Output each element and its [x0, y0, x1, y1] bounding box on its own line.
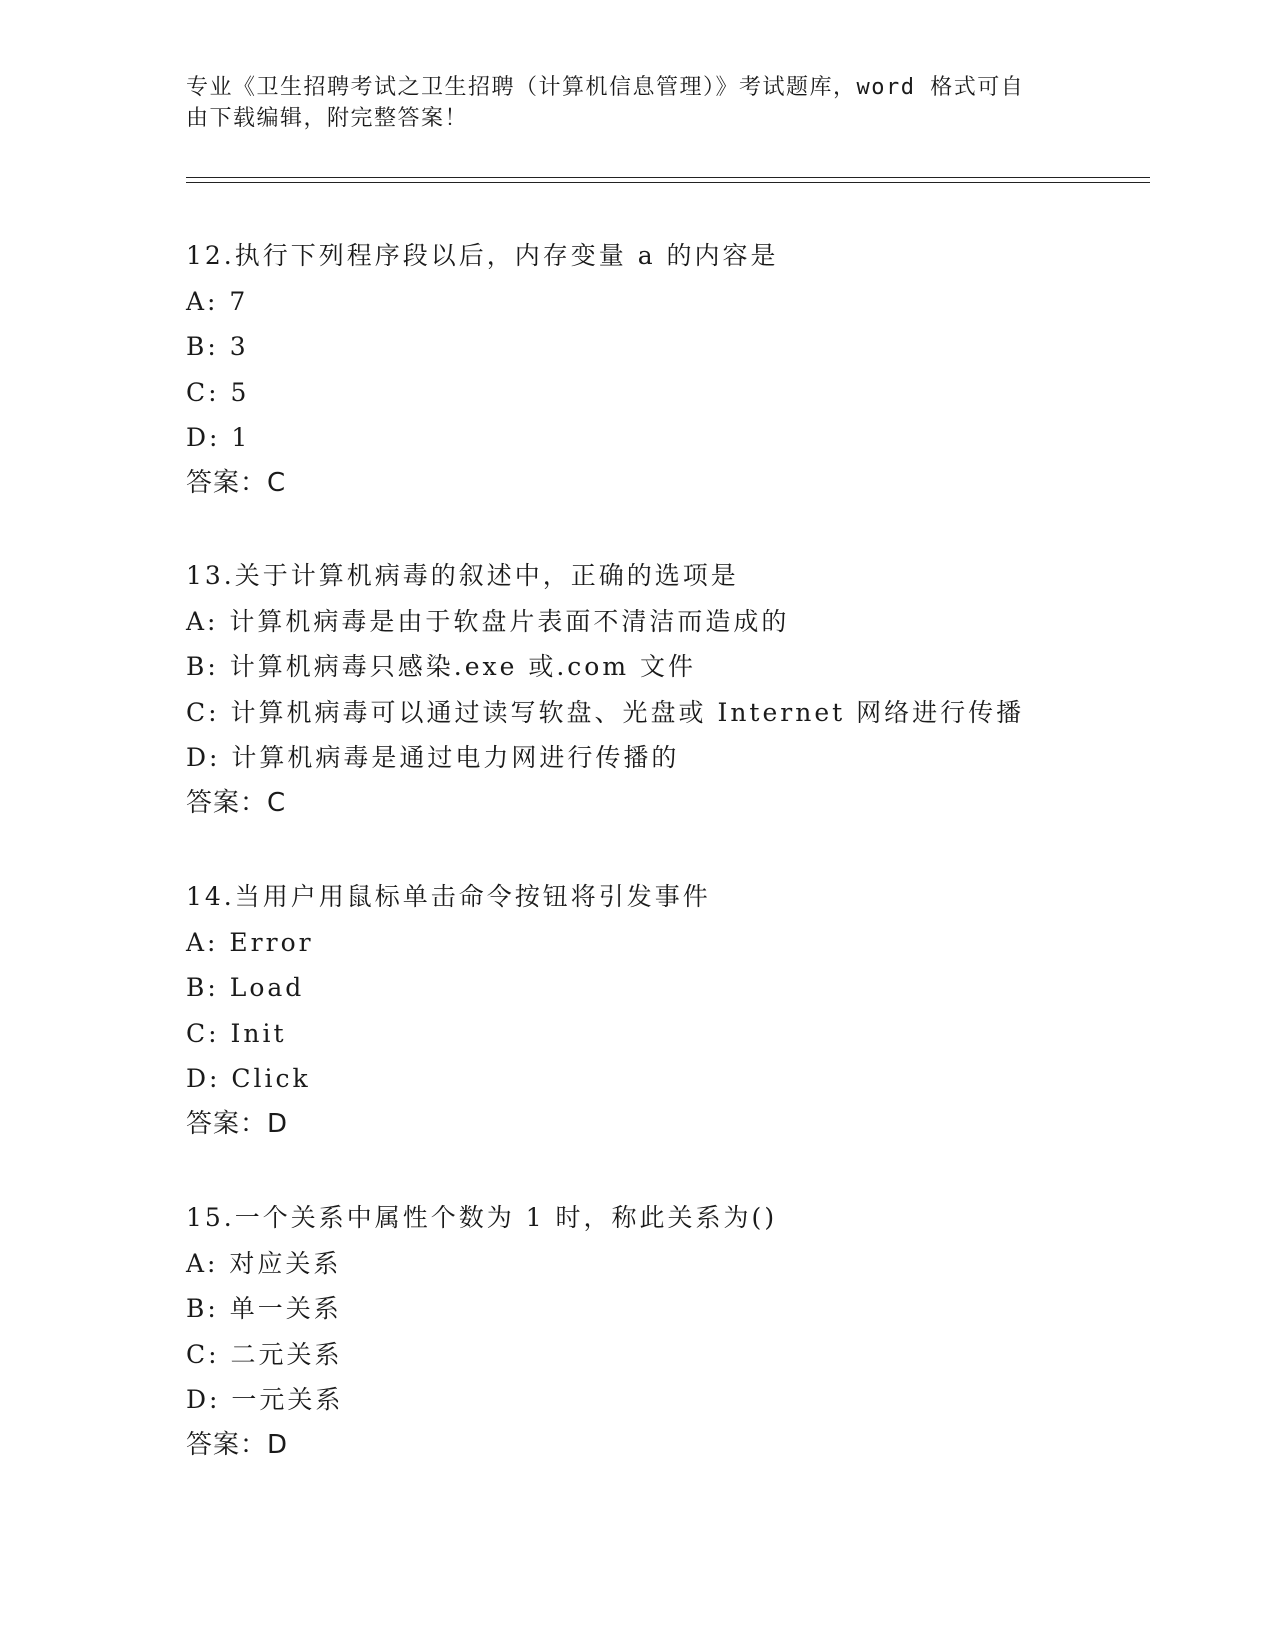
answer-key: 答案：C	[186, 467, 287, 498]
header-divider-bottom	[186, 182, 1150, 183]
question-stem: 15.一个关系中属性个数为 1 时，称此关系为()	[186, 1203, 778, 1232]
option-c: C: 5	[186, 377, 250, 407]
answer-key: 答案：D	[186, 1429, 289, 1460]
header-divider-top	[186, 177, 1150, 178]
header-line-1: 专业《卫生招聘考试之卫生招聘（计算机信息管理）》考试题库，word 格式可自	[186, 75, 1025, 100]
question-stem: 13.关于计算机病毒的叙述中，正确的选项是	[186, 561, 739, 590]
option-b: B: Load	[186, 973, 305, 1003]
option-c: C: 计算机病毒可以通过读写软盘、光盘或 Internet 网络进行传播	[186, 697, 1025, 727]
answer-key: 答案：C	[186, 787, 287, 818]
question-15	[186, 1195, 1186, 1468]
option-a: A: Error	[186, 927, 314, 957]
header-line-2: 由下载编辑，附完整答案！	[186, 106, 469, 131]
option-c: C: 二元关系	[186, 1339, 343, 1369]
option-b: B: 单一关系	[186, 1294, 342, 1324]
question-stem: 12.执行下列程序段以后，内存变量 a 的内容是	[186, 241, 779, 270]
option-b: B: 3	[186, 332, 249, 362]
document-header	[186, 72, 1066, 134]
question-13	[186, 553, 1186, 826]
option-d: D: 一元关系	[186, 1385, 344, 1415]
answer-key: 答案：D	[186, 1108, 289, 1139]
option-d: D: 1	[186, 423, 251, 453]
option-d: D: Click	[186, 1064, 311, 1094]
option-a: A: 计算机病毒是由于软盘片表面不清洁而造成的	[186, 606, 790, 636]
option-c: C: Init	[186, 1018, 287, 1048]
option-a: A: 对应关系	[186, 1248, 342, 1278]
option-d: D: 计算机病毒是通过电力网进行传播的	[186, 743, 680, 773]
question-12	[186, 233, 1186, 506]
question-14	[186, 874, 1186, 1147]
option-a: A: 7	[186, 286, 249, 316]
question-stem: 14.当用户用鼠标单击命令按钮将引发事件	[186, 882, 711, 911]
option-b: B: 计算机病毒只感染.exe 或.com 文件	[186, 652, 696, 682]
